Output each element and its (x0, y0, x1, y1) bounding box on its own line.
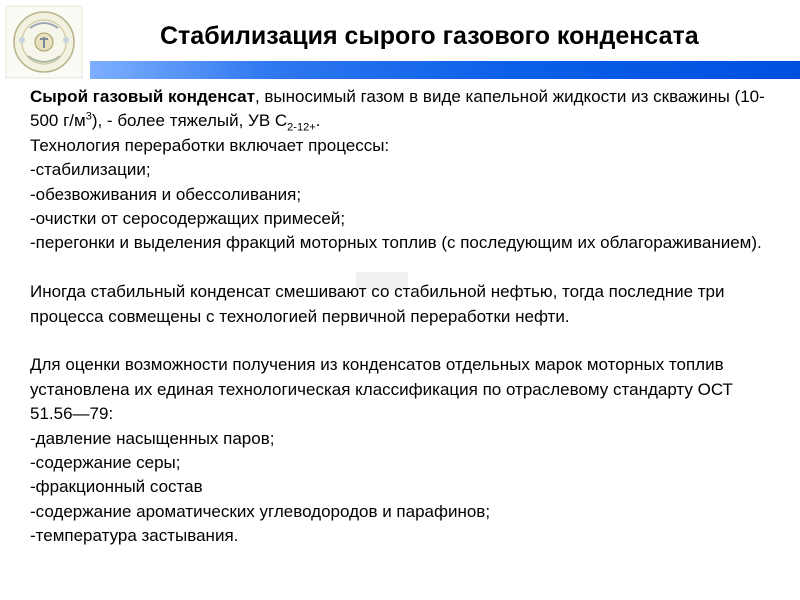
slide-title: Стабилизация сырого газового конденсата (160, 22, 699, 50)
definition-term: Сырой газовый конденсат (30, 87, 255, 106)
university-emblem-icon (4, 4, 84, 80)
definition-paragraph (30, 85, 770, 134)
title-underline-bar (90, 61, 800, 79)
paragraph-gap (30, 256, 770, 280)
processing-intro: Технология переработки включает процессы: (30, 135, 390, 155)
classification-item: -содержание ароматических углеводородов и парафинов; (30, 501, 491, 521)
processing-item: -перегонки и выделения фракций моторных топлив (с последующим их облагораживанием). (30, 233, 762, 253)
processing-item: -обезвоживания и обессоливания; (30, 184, 302, 204)
classification-item: -температура застывания. (30, 526, 239, 546)
definition-text-b: ), - более тяжелый, УВ С (91, 111, 288, 131)
mixing-paragraph: Иногда стабильный конденсат смешивают со стабильной нефтью, тогда последние три процесса совмещены с технологией первичной переработки нефти. (30, 282, 725, 326)
definition-superscript: 3 (85, 110, 92, 123)
processing-item: -стабилизации; (30, 160, 151, 180)
classification-item: -содержание серы; (30, 453, 181, 473)
classification-intro: Для оценки возможности получения из конденсатов отдельных марок моторных топлив установлена их единая технологическая классификация по отраслевому стандарту ОСТ 51.56—79: (30, 355, 733, 424)
definition-text-c: . (315, 111, 321, 131)
definition-subscript: 2-12+ (287, 121, 316, 134)
paragraph-gap (30, 329, 770, 353)
slide-body (30, 85, 770, 549)
classification-item: -давление насыщенных паров; (30, 428, 275, 448)
definition-text-a: , выносимый газом в виде капельной жидкости из скважины (10-500 г/м (30, 87, 765, 131)
classification-item: -фракционный состав (30, 477, 203, 497)
processing-item: -очистки от серосодержащих примесей; (30, 209, 346, 229)
